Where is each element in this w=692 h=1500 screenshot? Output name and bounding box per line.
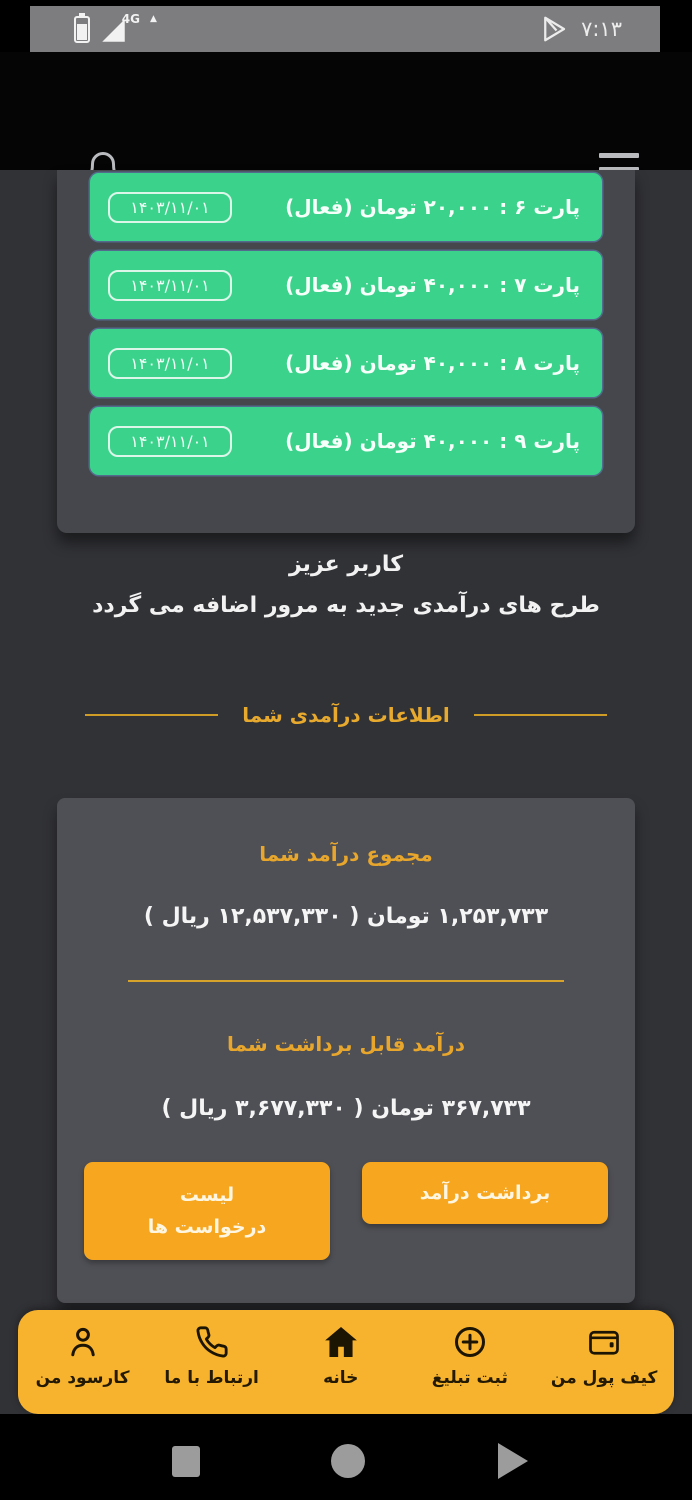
person-icon: [65, 1323, 101, 1361]
nav-item-my-karsood[interactable]: [35, 1323, 131, 1388]
notice-greeting: کاربر عزیز: [289, 552, 403, 577]
user-notice: [0, 552, 692, 618]
wallet-icon: [586, 1323, 622, 1361]
nav-label: ارتباط با ما: [164, 1368, 259, 1388]
divider-line: [85, 714, 218, 716]
network-badge: 4G: [121, 12, 140, 26]
plan-label: پارت ۹ : ۴۰,۰۰۰ تومان (فعال): [285, 429, 580, 453]
nav-label: کارسود من: [35, 1368, 130, 1388]
phone-icon: [195, 1323, 229, 1361]
income-plans-card: [57, 170, 635, 533]
android-navigation-bar: [0, 1414, 692, 1500]
plan-date-badge: ۱۴۰۳/۱۱/۰۱: [108, 348, 232, 379]
total-income-label: مجموع درآمد شما: [259, 842, 433, 866]
nav-label: خانه: [323, 1368, 359, 1388]
requests-list-label: لیست درخواست ها: [147, 1184, 267, 1238]
withdrawable-income-label: درآمد قابل برداشت شما: [227, 1032, 465, 1056]
requests-list-button[interactable]: [84, 1162, 330, 1260]
home-circle-icon[interactable]: [331, 1444, 365, 1478]
nav-item-wallet[interactable]: [551, 1323, 658, 1388]
income-section-header: [0, 698, 692, 732]
play-store-icon: [539, 14, 569, 44]
status-left-icons: [74, 14, 157, 44]
menu-icon: [599, 153, 639, 158]
main-content: [0, 170, 692, 1415]
divider-line: [474, 714, 607, 716]
recents-square-icon[interactable]: [172, 1446, 200, 1477]
battery-icon: [74, 16, 90, 43]
home-icon: [322, 1323, 360, 1361]
plan-date-badge: ۱۴۰۳/۱۱/۰۱: [108, 270, 232, 301]
plan-row-part-8[interactable]: [90, 329, 602, 397]
plan-label: پارت ۸ : ۴۰,۰۰۰ تومان (فعال): [285, 351, 580, 375]
plan-label: پارت ۷ : ۴۰,۰۰۰ تومان (فعال): [285, 273, 580, 297]
plan-label: پارت ۶ : ۲۰,۰۰۰ تومان (فعال): [285, 195, 580, 219]
nav-label: ثبت تبلیغ: [431, 1368, 508, 1388]
nav-item-contact-us[interactable]: [164, 1323, 260, 1388]
clock: ۷:۱۳: [581, 17, 622, 41]
withdraw-income-button[interactable]: برداشت درآمد: [362, 1162, 608, 1224]
status-right-icons: [539, 14, 622, 44]
back-triangle-icon[interactable]: [498, 1443, 528, 1479]
plan-date-badge: ۱۴۰۳/۱۱/۰۱: [108, 192, 232, 223]
bottom-navigation: [18, 1310, 674, 1414]
income-actions: [57, 1162, 635, 1260]
signal-icon: [100, 14, 140, 44]
total-income-value: ۱,۲۵۳,۷۳۳ تومان ( ۱۲,۵۳۷,۳۳۰ ریال ): [143, 904, 549, 929]
plan-row-part-6[interactable]: [90, 173, 602, 241]
plus-circle-icon: [452, 1323, 488, 1361]
card-divider: [128, 980, 564, 982]
nav-label: کیف پول من: [550, 1368, 658, 1388]
withdrawable-income-value: ۳۶۷,۷۳۳ تومان ( ۳,۶۷۷,۳۳۰ ریال ): [161, 1096, 531, 1121]
income-summary-card: [57, 798, 635, 1303]
section-title: اطلاعات درآمدی شما: [242, 703, 450, 727]
nav-item-register-ad[interactable]: [422, 1323, 518, 1388]
plan-row-part-7[interactable]: [90, 251, 602, 319]
plan-date-badge: ۱۴۰۳/۱۱/۰۱: [108, 426, 232, 457]
plan-row-part-9[interactable]: [90, 407, 602, 475]
app-header: [0, 52, 692, 170]
caret-up-icon: ▲: [150, 14, 157, 24]
nav-item-home[interactable]: [293, 1323, 389, 1388]
status-bar: [30, 6, 660, 52]
notice-message: طرح های درآمدی جدید به مرور اضافه می گردد: [92, 593, 600, 618]
